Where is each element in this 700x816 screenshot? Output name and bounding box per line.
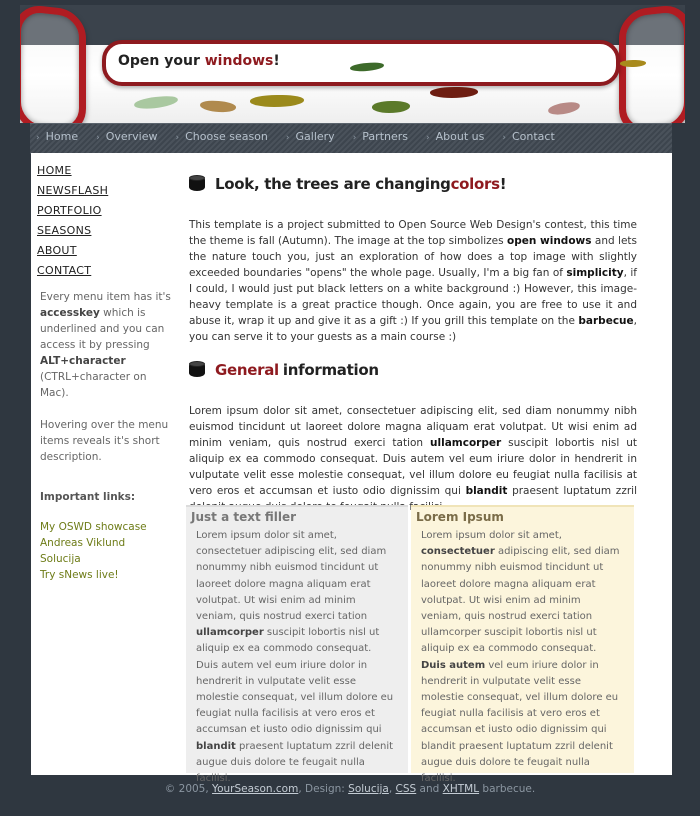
sidebar-menu	[37, 161, 177, 281]
section-heading: Look, the trees are changing colors !	[189, 175, 637, 193]
leaf-icon	[250, 95, 304, 107]
cylinder-icon	[189, 175, 205, 193]
accesskey-note: Every menu item has it's accesskey which is underlined and you can access it by pressing ALT+character (CTRL+character on Mac).	[40, 291, 171, 399]
lorem-ipsum-box	[411, 505, 634, 785]
footer-link-site[interactable]: YourSeason.com	[212, 783, 299, 795]
box-text: Lorem ipsum dolor sit amet, consectetuer adipiscing elit, sed diam nonummy nibh euismod tincidunt ut laoreet dolore magna aliquam erat volutpat. Ut wisi enim ad minim veniam, quis nostrud exerci tation ullamcorper suscipit lobortis nisl ut aliquip ex ea commodo consequat. Duis autem vel eum iriure dolor in hendrerit in vulputate velit esse molestie consequat, vel illum dolore eu feugiat nulla facilisis at vero eros et accumsan et iusto odio dignissim qui blandit praesent luptatum zzril delenit augue duis dolore te feugait nulla facilisi.	[196, 530, 394, 785]
box-title: Lorem Ipsum	[416, 510, 504, 524]
arrow-right-icon: ›	[426, 133, 430, 143]
nav-overview[interactable]: › Overview	[96, 130, 158, 143]
intro-paragraph: This template is a project submitted to Open Source Web Design's contest, this time the theme is fall (Autumn). The image at the top simbolizes open windows and lets the nature touch you, just an exploration of how does a top image with slightly exceeded boundaries "opens" the whole page. Usually, I'm a big fan of simplicity, if I could, I would just put black letters on a white background :) However, this image-heavy template is a great practice though. Once again, you are free to use it and abuse it, wrap it up and give it as a gift :) If you grill this template on the barbecue, you can serve it to your guests as a main course :)	[189, 219, 637, 343]
leaf-icon	[372, 101, 410, 113]
leaf-icon	[200, 99, 237, 114]
main-content	[189, 175, 637, 515]
footer-link-css[interactable]: CSS	[395, 783, 417, 795]
sidebar-item-portfolio[interactable]: PORTFOLIO	[37, 204, 102, 217]
sidebar-item-about[interactable]: ABOUT	[37, 244, 77, 257]
arrow-right-icon: ›	[502, 133, 506, 143]
important-links	[40, 519, 177, 583]
link-andreas-viklund[interactable]: Andreas Viklund	[40, 537, 126, 549]
box-text: Lorem ipsum dolor sit amet, consectetuer adipiscing elit, sed diam nonummy nibh euismod tincidunt ut laoreet dolore magna aliquam erat volutpat. Ut wisi enim ad minim veniam, quis nostrud exerci tation ullamcorper suscipit lobortis nisl ut aliquip ex ea commodo consequat. Duis autem vel eum iriure dolor in hendrerit in vulputate velit esse molestie consequat, vel illum dolore eu feugiat nulla facilisis at vero eros et accumsan et iusto odio dignissim qui blandit praesent luptatum zzril delenit augue duis dolore te feugait nulla facilisi.	[421, 530, 620, 785]
leaf-icon	[134, 95, 179, 111]
footer-link-designer[interactable]: Solucija	[348, 783, 389, 795]
sidebar-item-home[interactable]: HOME	[37, 164, 72, 177]
box-title: Just a text filler	[191, 510, 297, 524]
link-try-snews[interactable]: Try sNews live!	[40, 569, 119, 581]
leaf-icon	[547, 101, 580, 116]
cylinder-icon	[189, 361, 205, 379]
header-banner	[20, 5, 685, 123]
arrow-right-icon: ›	[175, 133, 180, 143]
nav-home[interactable]: › Home	[36, 130, 79, 143]
link-oswd-showcase[interactable]: My OSWD showcase	[40, 521, 147, 533]
top-navigation	[30, 123, 672, 154]
nav-about-us[interactable]: › About us	[426, 130, 485, 143]
links-heading: Important links:	[40, 491, 136, 503]
hover-note: Hovering over the menu items reveals it's short description.	[40, 419, 169, 463]
arrow-right-icon: ›	[352, 133, 357, 143]
arrow-right-icon: ›	[36, 133, 40, 143]
link-solucija[interactable]: Solucija	[40, 553, 81, 565]
sidebar	[37, 161, 177, 583]
arrow-right-icon: ›	[96, 133, 100, 143]
nav-gallery[interactable]: › Gallery	[285, 130, 335, 143]
general-paragraph: Lorem ipsum dolor sit amet, consectetuer adipiscing elit, sed diam nonummy nibh euismod tincidunt ut laoreet dolore magna aliquam erat volutpat. Ut wisi enim ad minim veniam, quis nostrud exerci tation ullamcorper suscipit lobortis nisl ut aliquip ex ea commodo consequat. Duis autem vel eum iriure dolor in hendrerit in vulputate velit esse molestie consequat, vel illum dolore eu feugiat nulla facilisis at vero eros et accumsan et iusto odio dignissim qui blandit praesent luptatum zzril	[189, 405, 638, 497]
leaf-icon	[430, 87, 478, 98]
text-filler-box	[186, 505, 408, 785]
sidebar-item-seasons[interactable]: SEASONS	[37, 224, 92, 237]
footer: © 2005, YourSeason.com, Design: Solucija, CSS and XHTML barbecue.	[164, 783, 536, 795]
window-frame-left	[20, 5, 86, 123]
page-content	[31, 153, 672, 785]
arrow-right-icon: ›	[285, 133, 290, 143]
nav-choose-season[interactable]: › Choose season	[175, 130, 268, 143]
footer-link-xhtml[interactable]: XHTML	[442, 783, 480, 795]
two-column-boxes	[186, 505, 634, 785]
section-heading: General information	[189, 361, 637, 379]
site-title[interactable]: Open your windows!	[118, 53, 280, 69]
sidebar-item-newsflash[interactable]: NEWSFLASH	[37, 184, 109, 197]
nav-contact[interactable]: › Contact	[502, 130, 555, 143]
header-top-band	[20, 5, 685, 45]
nav-partners[interactable]: › Partners	[352, 130, 409, 143]
sidebar-item-contact[interactable]: CONTACT	[37, 264, 92, 277]
